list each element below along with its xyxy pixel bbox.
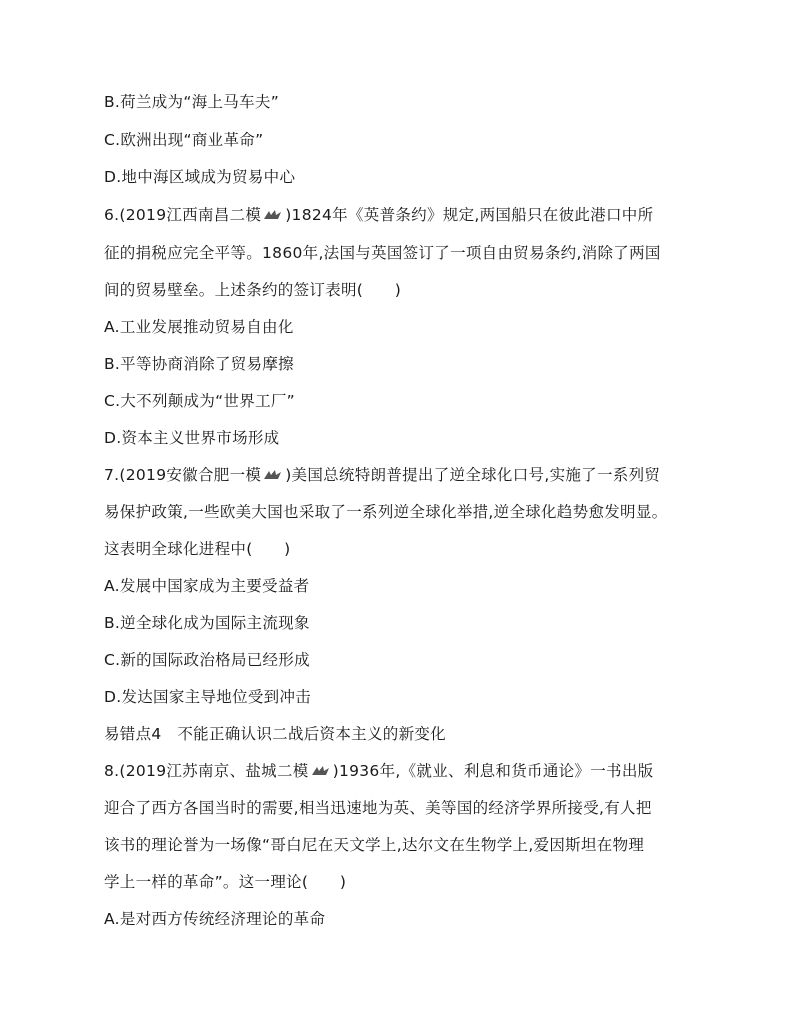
q7-stem-text-1: )美国总统特朗普提出了逆全球化口号,实施了一系列贸 [285,466,661,484]
difficulty-stars-icon [311,765,331,777]
q5-option-b: B.荷兰成为“海上马车夫” [104,93,280,111]
q8-source: 8.(2019江苏南京、盐城二模 [104,762,309,780]
q6-stem-line-2: 征的捐税应完全平等。1860年,法国与英国签订了一项自由贸易条约,消除了两国 [104,244,661,262]
q6-stem-line-1 [104,205,653,225]
q8-stem-line-4: 学上一样的革命”。这一理论( ) [104,873,347,891]
q7-source: 7.(2019安徽合肥一模 [104,466,262,484]
q6-option-c: C.大不列颠成为“世界工厂” [104,392,296,410]
q8-stem-line-1 [104,761,653,781]
difficulty-stars-icon [263,469,283,481]
q6-source: 6.(2019江西南昌二模 [104,206,262,224]
section-heading: 易错点4 不能正确认识二战后资本主义的新变化 [104,725,446,743]
q6-option-a: A.工业发展推动贸易自由化 [104,318,294,336]
q7-stem-line-2: 易保护政策,一些欧美大国也采取了一系列逆全球化举措,逆全球化趋势愈发明显。 [104,503,668,521]
q8-option-a: A.是对西方传统经济理论的革命 [104,910,326,928]
q8-stem-line-3: 该书的理论誉为一场像“哥白尼在天文学上,达尔文在生物学上,爱因斯坦在物理 [104,836,645,854]
q7-option-a: A.发展中国家成为主要受益者 [104,577,310,595]
q7-option-c: C.新的国际政治格局已经形成 [104,651,310,669]
q6-option-d: D.资本主义世界市场形成 [104,429,280,447]
q7-option-d: D.发达国家主导地位受到冲击 [104,688,312,706]
q6-stem-line-3: 间的贸易壁垒。上述条约的签订表明( ) [104,281,402,299]
q7-stem-line-3: 这表明全球化进程中( ) [104,540,291,558]
q8-stem-text-1: )1936年,《就业、利息和货币通论》一书出版 [332,762,654,780]
q7-option-b: B.逆全球化成为国际主流现象 [104,614,310,632]
q8-stem-line-2: 迎合了西方各国当时的需要,相当迅速地为英、美等国的经济学界所接受,有人把 [104,799,652,817]
q5-option-d: D.地中海区域成为贸易中心 [104,168,296,186]
q6-option-b: B.平等协商消除了贸易摩擦 [104,355,294,373]
q6-stem-text-1: )1824年《英普条约》规定,两国船只在彼此港口中所 [285,206,654,224]
difficulty-stars-icon [263,209,283,221]
q7-stem-line-1 [104,465,660,485]
q5-option-c: C.欧洲出现“商业革命” [104,131,264,149]
